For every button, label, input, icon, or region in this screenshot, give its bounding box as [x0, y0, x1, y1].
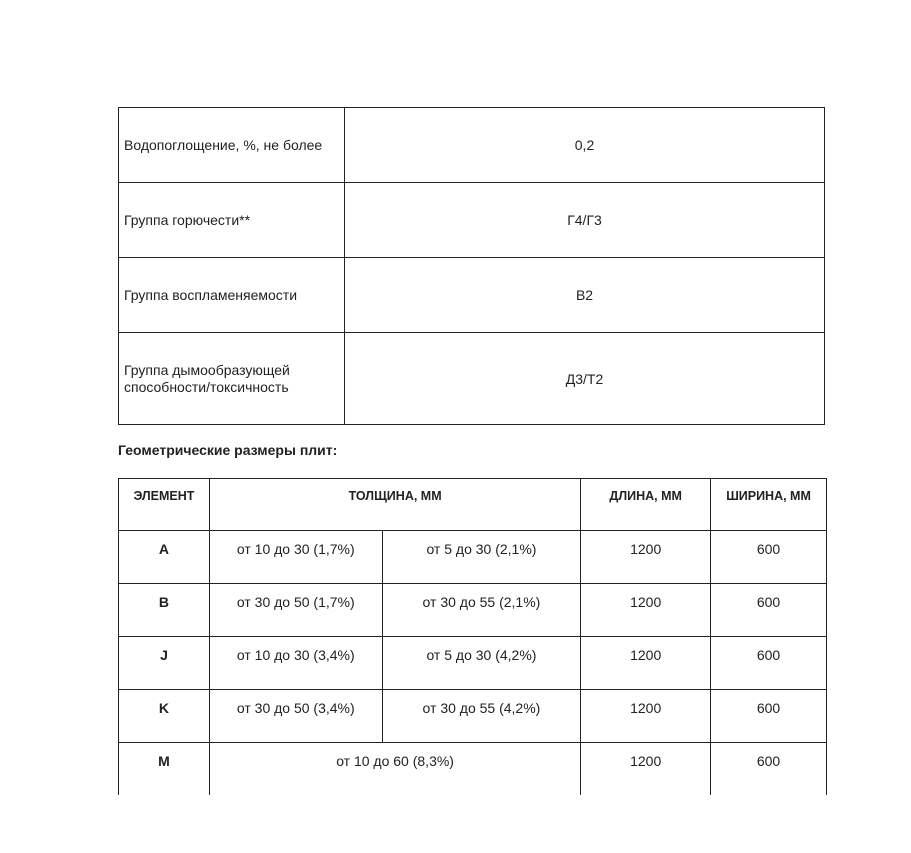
table-row	[119, 743, 827, 796]
element-cell: A	[119, 531, 210, 584]
table-row	[119, 258, 825, 333]
property-value: Д3/Т2	[345, 333, 825, 425]
thickness-cell: от 30 до 55 (4,2%)	[382, 690, 581, 743]
thickness-cell: от 10 до 30 (3,4%)	[209, 637, 382, 690]
table-row	[119, 333, 825, 425]
element-cell: M	[119, 743, 210, 796]
property-value: 0,2	[345, 108, 825, 183]
section-heading: Геометрические размеры плит:	[118, 442, 338, 458]
thickness-cell: от 30 до 50 (3,4%)	[209, 690, 382, 743]
table-row	[119, 584, 827, 637]
property-label: Группа воспламеняемости	[119, 258, 345, 333]
property-label: Водопоглощение, %, не более	[119, 108, 345, 183]
thickness-cell: от 5 до 30 (2,1%)	[382, 531, 581, 584]
width-cell: 600	[711, 690, 827, 743]
thickness-cell: от 30 до 55 (2,1%)	[382, 584, 581, 637]
table-row	[119, 690, 827, 743]
length-cell: 1200	[581, 531, 711, 584]
element-cell: B	[119, 584, 210, 637]
thickness-cell: от 30 до 50 (1,7%)	[209, 584, 382, 637]
property-value: Г4/Г3	[345, 183, 825, 258]
column-header-element: ЭЛЕМЕНТ	[119, 479, 210, 531]
thickness-cell: от 5 до 30 (4,2%)	[382, 637, 581, 690]
width-cell: 600	[711, 743, 827, 796]
element-cell: K	[119, 690, 210, 743]
property-label: Группа дымообразующей способности/токсичность	[119, 333, 345, 425]
properties-table	[118, 107, 825, 425]
table-header-row	[119, 479, 827, 531]
length-cell: 1200	[581, 637, 711, 690]
dimensions-table	[118, 478, 827, 795]
column-header-length: ДЛИНА, ММ	[581, 479, 711, 531]
thickness-cell: от 10 до 30 (1,7%)	[209, 531, 382, 584]
length-cell: 1200	[581, 584, 711, 637]
table-row	[119, 183, 825, 258]
width-cell: 600	[711, 637, 827, 690]
width-cell: 600	[711, 584, 827, 637]
thickness-cell: от 10 до 60 (8,3%)	[209, 743, 580, 796]
table-row	[119, 637, 827, 690]
column-header-thickness: ТОЛЩИНА, ММ	[209, 479, 580, 531]
width-cell: 600	[711, 531, 827, 584]
element-cell: J	[119, 637, 210, 690]
length-cell: 1200	[581, 743, 711, 796]
column-header-width: ШИРИНА, ММ	[711, 479, 827, 531]
table-row	[119, 531, 827, 584]
table-row	[119, 108, 825, 183]
property-value: В2	[345, 258, 825, 333]
length-cell: 1200	[581, 690, 711, 743]
property-label: Группа горючести**	[119, 183, 345, 258]
